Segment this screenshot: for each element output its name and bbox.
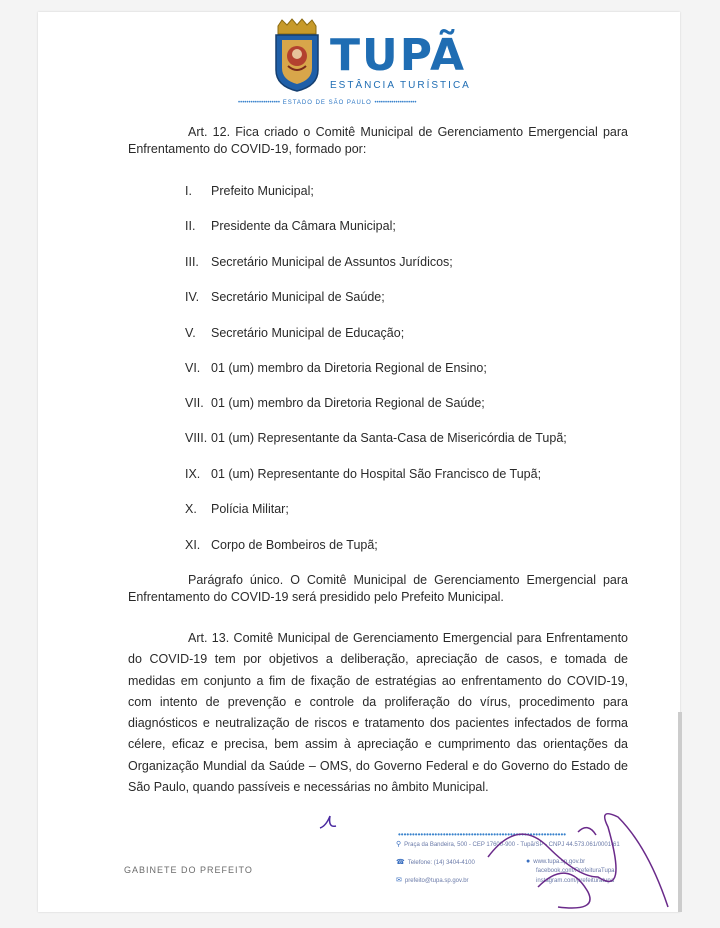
list-item (185, 431, 567, 445)
list-item-number: X. (185, 502, 197, 516)
list-item (185, 396, 485, 410)
list-item-text: 01 (um) membro da Diretoria Regional de Ensino; (211, 361, 487, 375)
list-item-number: VI. (185, 361, 201, 375)
state-dots-right: •••••••••••••••••••• (374, 100, 417, 106)
list-item (185, 467, 541, 481)
list-item (185, 184, 314, 198)
phone-text: Telefone: (14) 3404-4100 (407, 860, 475, 866)
site-text: www.tupa.sp.gov.br (533, 859, 586, 865)
list-item-number: XI. (185, 538, 201, 552)
contact-instagram: instagram.com/prefeituratupa (536, 878, 615, 884)
email-text: prefeito@tupa.sp.gov.br (404, 878, 469, 884)
list-item (185, 326, 404, 340)
page-edge-shadow (678, 712, 682, 912)
crest-icon (272, 18, 322, 92)
footer-dots: •••••••••••••••••••••••••••••••••••••••••••••••••••••••••••• (398, 830, 567, 839)
contact-phone (396, 858, 475, 866)
list-item (185, 538, 378, 552)
list-item (185, 255, 453, 269)
list-item-number: I. (185, 184, 192, 198)
list-item-number: VIII. (185, 431, 208, 445)
list-item (185, 290, 385, 304)
document-page (38, 12, 680, 912)
phone-icon: ☎ (396, 859, 405, 866)
list-item (185, 219, 396, 233)
list-item-number: III. (185, 255, 199, 269)
address-text: Praça da Bandeira, 500 - CEP 17600-900 - Tupã/SP - CNPJ 44.573.061/0001-61 (404, 842, 620, 848)
list-item (185, 361, 487, 375)
web-icon: ● (526, 858, 531, 865)
state-line (238, 100, 417, 106)
location-icon: ⚲ (396, 841, 402, 848)
state-dots-left: •••••••••••••••••••• (238, 100, 281, 106)
list-item-text: Presidente da Câmara Municipal; (211, 219, 396, 233)
list-item-number: V. (185, 326, 196, 340)
initials-mark-icon (318, 812, 338, 832)
state-label: ESTADO DE SÃO PAULO (282, 100, 372, 106)
paragraph-unico: Parágrafo único. O Comitê Municipal de Gerenciamento Emergencial para Enfrentamento do COVID-19 será presidido pelo Prefeito Municipal. (128, 573, 628, 604)
list-item-text: Secretário Municipal de Assuntos Jurídicos; (211, 255, 453, 269)
list-item-number: IV. (185, 290, 200, 304)
email-icon: ✉ (396, 877, 402, 884)
contact-email (396, 876, 469, 884)
signature-icon (478, 787, 678, 927)
list-item-number: II. (185, 219, 196, 233)
contact-facebook: facebook.com/PrefeituraTupa (536, 868, 615, 874)
list-item-number: IX. (185, 467, 201, 481)
brand-name: TUPÃ (330, 30, 467, 81)
list-item-text: 01 (um) Representante do Hospital São Francisco de Tupã; (211, 467, 542, 481)
list-item-number: VII. (185, 396, 204, 410)
list-item-text: Secretário Municipal de Educação; (211, 326, 405, 340)
brand-tagline: ESTÂNCIA TURÍSTICA (330, 80, 471, 91)
list-item-text: Prefeito Municipal; (211, 184, 314, 198)
list-item-text: Secretário Municipal de Saúde; (211, 290, 385, 304)
art13-text: Art. 13. Comitê Municipal de Gerenciamento Emergencial para Enfrentamento do COVID-19 tem por objetivos a deliberação, apreciação de casos, e tomada de medidas em conjunto a fim de fixação de estratégias ao enfrentamento do COVID-19, com intento de prevenção e controle da proliferação do vírus, procedimento para diagnósticos e neutralização de riscos e tratamento dos pacientes infectados de forma célere, eficaz e precisa, bem assim à apreciação e cumprimento das orientações da Organização Mundial da Saúde – OMS, do Governo Federal e do Governo do Estado de São Paulo, quando passíveis e necessárias no âmbito Municipal. (128, 631, 628, 795)
list-item-text: 01 (um) membro da Diretoria Regional de Saúde; (211, 396, 485, 410)
list-item-text: Polícia Militar; (211, 502, 289, 516)
list-item-text: 01 (um) Representante da Santa-Casa de Misericórdia de Tupã; (211, 431, 567, 445)
letterhead (38, 12, 680, 122)
list-item-text: Corpo de Bombeiros de Tupã; (211, 538, 378, 552)
art12-intro: Art. 12. Fica criado o Comitê Municipal de Gerenciamento Emergencial para Enfrentamento do COVID-19, formado por: (128, 125, 628, 156)
list-item (185, 502, 289, 516)
office-label: GABINETE DO PREFEITO (124, 865, 253, 875)
